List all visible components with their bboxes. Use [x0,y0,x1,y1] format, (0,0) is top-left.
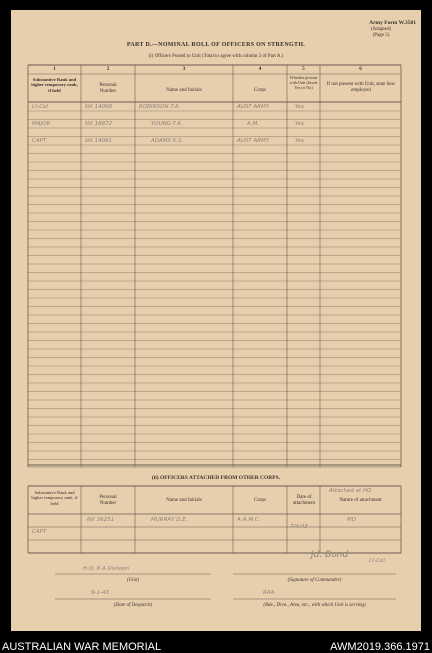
s2-header-corps: Corps [254,498,266,503]
form-ref-line3: (Page 5) [372,33,390,38]
s2-row1-date: 7/4/43 [290,524,308,530]
s2-header-personal-number: Personal Number [99,495,117,506]
section2-title: (ii) OFFICERS ATTACHED FROM OTHER CORPS. [151,475,281,481]
header-employed: If not present with Unit, state how employed [326,82,396,93]
s1-row3-name: ADAMS K.S. [151,138,184,144]
s1-row1-rank: Lt-Col [32,104,48,110]
date-value: 9-1-43 [91,590,109,596]
footer-catalogue-id: AWM2019.366.1971 [330,641,430,653]
header-rank: Substantive Rank and higher temporary rank, if held [31,77,78,93]
header-name: Name and Initials [166,88,202,93]
table-grid [11,10,421,631]
unit-value: H.Q. 8 A Division [83,566,130,572]
form-ref-line2: (Adapted) [370,27,392,32]
header-personal-number: Personal Number [99,83,117,94]
s2-header-rank: Substantive Rank and higher temporary rank, if held [31,490,78,506]
commander-signature: Jd. Bond [311,550,349,560]
bde-label: (Bde., Divn., Area, etc., with which Unit is serving) [263,603,366,608]
archive-footer [0,634,432,653]
s2-header-nature: Nature of attachment [339,498,382,503]
s1-row1-number: NX 14068 [85,104,113,110]
s1-row2-corps: A.M. [247,121,260,127]
s1-row2-rank: MAJOR [32,121,51,127]
s1-row1-name: ROBINSON T.A. [139,104,181,110]
col-number-4: 4 [258,67,262,72]
footer-institution: AUSTRALIAN WAR MEMORIAL [2,641,162,653]
col-number-6: 6 [359,67,362,72]
s1-row3-present: Yes [295,138,305,144]
s1-row1-corps: AUST ARMY [237,104,270,110]
form-title: PART D.—NOMINAL ROLL OF OFFICERS ON STRENGTH. [126,42,306,48]
commander-label: (Signature of Commander) [287,578,342,583]
s2-row1-name: MURRAY D.E. [151,517,188,523]
form-ref-line1: Army Form W.3581 [369,20,416,26]
date-label: (Date of Despatch) [113,603,153,608]
s1-row2-name: YOUNG F.A. [151,121,183,127]
s1-row3-rank: CAPT [32,138,47,144]
s1-row3-number: NX 14061 [85,138,113,144]
unit-label: (Unit) [126,578,140,583]
s2-row1-rank: CAPT [32,529,47,535]
s2-header-name: Name and Initials [166,498,202,503]
s2-annotation: Attached at HQ [329,488,372,494]
col-number-2: 2 [106,67,110,72]
s1-row2-number: NX 18872 [85,121,113,127]
s2-row1-number: NX 36251 [87,517,115,523]
form-sheet [11,10,421,631]
section1-subtitle: (i) Officers Posted to Unit (Total to agree with column 2 of Part A.) [148,54,284,59]
col-number-3: 3 [182,67,186,72]
s1-row3-corps: AUST ARMY [237,138,270,144]
col-number-1: 1 [53,67,56,72]
header-present: Whether present with Unit (Insert Yes or No) [289,75,318,90]
bde-value: RAA [263,590,275,596]
s1-row2-present: Yes [295,121,305,127]
col-number-5: 5 [302,67,305,72]
header-corps: Corps [254,88,266,93]
commander-value: Lt-Col [369,558,385,564]
s2-header-date: Date of attachment [293,495,315,506]
s1-row1-present: Yes [295,104,305,110]
s2-row1-nature: MO [347,517,357,523]
s2-row1-corps: A.A.M.C. [237,517,261,523]
